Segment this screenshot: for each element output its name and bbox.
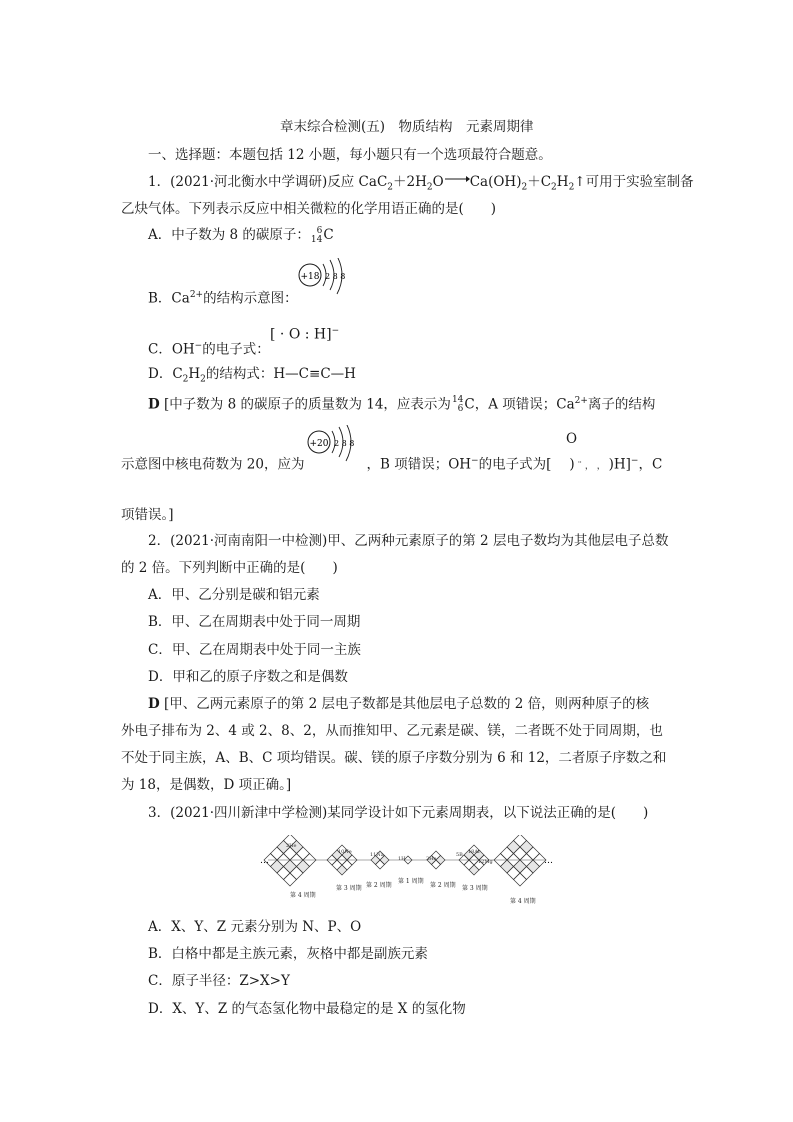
- period-label: 第 4 周期: [510, 898, 536, 905]
- ca-structure-diagram-icon: [298, 258, 354, 304]
- table-cell: [297, 860, 310, 873]
- period-label: 第 3 周期: [462, 885, 488, 892]
- cell-label: 10Ne: [338, 849, 352, 855]
- cell-label: 2He: [286, 843, 297, 849]
- q2-answer-line3: 不处于同主族，A、B、C 项均错误。碳、镁的原子序数分别为 6 和 12，二者原子序数之和: [121, 750, 667, 766]
- nuclide-notation: 6 14: [310, 225, 323, 245]
- table-cell: [514, 860, 527, 873]
- periodic-table-figure: [258, 835, 558, 910]
- shell-electrons-answer: 2 8 8: [334, 439, 355, 448]
- q2-stem-line2: 的 2 倍。下列判断中正确的是( ): [121, 560, 338, 576]
- oh-electron-formula: [ · O : H]−: [270, 326, 340, 343]
- nuclide-notation-answer: 14 6: [451, 395, 464, 414]
- q1-option-a: A．中子数为 8 的碳原子： 6 14 C: [148, 225, 334, 245]
- q1-answer-line2: 示意图中核电荷数为 20，应为 ，B 项错误；OH−的电子式为[ ) ¨ ， ， )H]−，C: [121, 456, 663, 473]
- page-title: 章末综合检测(五) 物质结构 元素周期律: [280, 119, 534, 135]
- q3-stem: 3．(2021·四川新津中学检测)某同学设计如下元素周期表，以下说法正确的是( ): [148, 805, 649, 821]
- table-cell: [271, 860, 284, 873]
- q1-option-d: D．$C_2H_2$的结构式：H—C≡C—H: [148, 366, 356, 385]
- q2-answer-line4: 为 18，是偶数，D 项正确。]: [121, 777, 292, 793]
- q3-option-d: D．X、Y、Z 的气态氢化物中最稳定的是 X 的氢化物: [148, 1001, 466, 1017]
- table-cell: [527, 860, 540, 873]
- table-cell: [501, 860, 514, 873]
- cell-label: 12Mg: [478, 859, 493, 865]
- period-label: 第 2 周期: [366, 882, 392, 889]
- q1-stem-line2: 乙炔气体。下列表示反应中相关微粒的化学用语正确的是( ): [121, 201, 497, 217]
- q2-option-d: D．甲和乙的原子序数之和是偶数: [148, 669, 348, 685]
- nucleus-charge-answer: +20: [309, 439, 329, 449]
- q3-option-a: A．X、Y、Z 元素分别为 N、P、O: [148, 919, 362, 935]
- cell-label: 11Na: [370, 852, 384, 858]
- table-cell: [436, 856, 445, 865]
- q1-option-c: C．OH−的电子式：: [148, 341, 270, 358]
- table-cell: [337, 865, 347, 875]
- table-cell: [520, 841, 533, 854]
- period-label: 第 4 周期: [290, 892, 316, 899]
- shell-electrons: 2 8 8: [325, 272, 346, 281]
- period-label: 第 1 周期: [398, 878, 424, 885]
- reaction-arrow-icon: [444, 170, 470, 188]
- q3-option-c: C．原子半径：Z>X>Y: [148, 973, 290, 989]
- nucleus-charge: +18: [300, 272, 320, 282]
- q2-option-c: C．甲、乙在周期表中处于同一主族: [148, 642, 361, 658]
- q2-answer: D [甲、乙两元素原子的第 2 层电子数都是其他层电子总数的 2 倍，则两种原子的核: [148, 696, 650, 712]
- table-cell: [284, 873, 297, 886]
- q2-stem: 2．(2021·河南南阳一中检测)甲、乙两种元素原子的第 2 层电子数均为其他层电子总数: [148, 533, 669, 549]
- q2-answer-line2: 外电子排布为 2、4 或 2、8、2，从而推知甲、乙元素是碳、镁，二者既不处于同周期，也: [121, 723, 663, 739]
- table-cell: [514, 873, 527, 886]
- q2-option-b: B．甲、乙在周期表中处于同一周期: [148, 614, 361, 630]
- ellipsis-right: …: [544, 856, 553, 866]
- table-cell: [284, 860, 297, 873]
- ca-structure-diagram-answer-icon: [307, 425, 363, 471]
- q1-option-b: B．$Ca^{2+}$的结构示意图：: [148, 290, 298, 307]
- oxygen-symbol: O: [566, 431, 578, 447]
- period-label: 第 3 周期: [336, 885, 362, 892]
- table-cell: [507, 841, 520, 854]
- section-heading: 一、选择题：本题包括 12 小题，每小题只有一个选项最符合题意。: [148, 147, 552, 163]
- ellipsis-left: …: [260, 856, 269, 866]
- q1-answer: D [中子数为 8 的碳原子的质量数为 14，应表示为 14 6 C，A 项错误；$Ca^{2+}$离子的结构: [148, 395, 656, 414]
- q1-answer-line3: 项错误。]: [121, 507, 174, 523]
- period-label: 第 2 周期: [430, 882, 456, 889]
- q3-option-b: B．白格中都是主族元素，灰格中都是副族元素: [148, 946, 428, 962]
- q2-option-a: A．甲、乙分别是碳和铝元素: [148, 587, 320, 603]
- cell-label: 5B: [456, 852, 463, 858]
- table-cell: [469, 865, 479, 875]
- cell-label: 1H: [398, 856, 406, 862]
- cell-label: 18Ar: [468, 849, 481, 855]
- q1-stem: 1．(2021·河北衡水中学调研)反应 $CaC_2+2H_2O$ $Ca(OH)_2+C_2H_2↑$可用于实验室制备: [148, 173, 694, 197]
- cell-label: 2He: [426, 856, 437, 862]
